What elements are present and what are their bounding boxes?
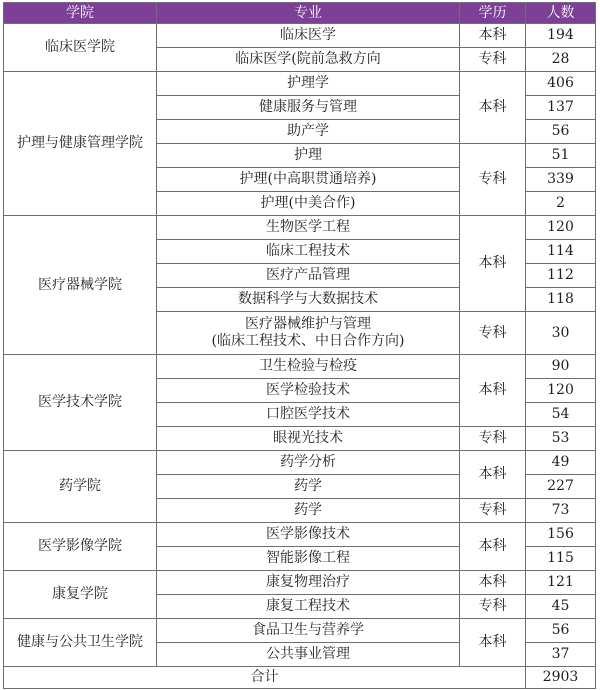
college-cell: 健康与公共卫生学院 <box>4 619 157 667</box>
enrollment-table <box>3 2 596 689</box>
table-row <box>4 523 596 547</box>
count-cell: 53 <box>526 427 596 451</box>
header-college: 学院 <box>4 3 157 24</box>
degree-cell: 本科 <box>460 571 526 595</box>
count-cell: 51 <box>526 144 596 168</box>
table-row <box>4 216 596 240</box>
major-cell: 助产学 <box>157 120 460 144</box>
count-cell: 339 <box>526 168 596 192</box>
count-cell: 49 <box>526 451 596 475</box>
total-label: 合计 <box>4 667 526 689</box>
degree-cell: 本科 <box>460 523 526 571</box>
degree-cell: 专科 <box>460 427 526 451</box>
college-cell: 医疗器械学院 <box>4 216 157 355</box>
degree-cell: 本科 <box>460 24 526 48</box>
table-row <box>4 619 596 643</box>
table-row <box>4 451 596 475</box>
major-cell: 临床工程技术 <box>157 240 460 264</box>
major-cell: 医疗产品管理 <box>157 264 460 288</box>
major-cell <box>157 312 460 355</box>
major-cell: 智能影像工程 <box>157 547 460 571</box>
degree-cell: 本科 <box>460 355 526 427</box>
count-cell: 37 <box>526 643 596 667</box>
degree-cell: 专科 <box>460 48 526 72</box>
college-cell: 临床医学院 <box>4 24 157 72</box>
college-cell: 医学影像学院 <box>4 523 157 571</box>
header-degree: 学历 <box>460 3 526 24</box>
major-cell: 卫生检验与检疫 <box>157 355 460 379</box>
count-cell: 114 <box>526 240 596 264</box>
degree-cell: 专科 <box>460 595 526 619</box>
table-row <box>4 571 596 595</box>
major-cell: 药学 <box>157 499 460 523</box>
count-cell: 406 <box>526 72 596 96</box>
major-cell: 公共事业管理 <box>157 643 460 667</box>
count-cell: 90 <box>526 355 596 379</box>
count-cell: 156 <box>526 523 596 547</box>
major-cell: 临床医学 <box>157 24 460 48</box>
major-cell: 口腔医学技术 <box>157 403 460 427</box>
college-cell: 药学院 <box>4 451 157 523</box>
major-cell: 数据科学与大数据技术 <box>157 288 460 312</box>
degree-cell: 专科 <box>460 499 526 523</box>
college-cell: 医学技术学院 <box>4 355 157 451</box>
count-cell: 118 <box>526 288 596 312</box>
count-cell: 54 <box>526 403 596 427</box>
count-cell: 28 <box>526 48 596 72</box>
header-count: 人数 <box>526 3 596 24</box>
table-row <box>4 24 596 48</box>
college-cell: 康复学院 <box>4 571 157 619</box>
degree-cell: 专科 <box>460 144 526 216</box>
header-major: 专业 <box>157 3 460 24</box>
degree-cell: 专科 <box>460 312 526 355</box>
major-cell: 医学检验技术 <box>157 379 460 403</box>
count-cell: 56 <box>526 619 596 643</box>
count-cell: 115 <box>526 547 596 571</box>
header-row <box>4 3 596 24</box>
degree-cell: 本科 <box>460 216 526 312</box>
major-cell: 食品卫生与营养学 <box>157 619 460 643</box>
major-line: 医疗器械维护与管理 <box>245 316 371 332</box>
table-row <box>4 72 596 96</box>
count-cell: 121 <box>526 571 596 595</box>
major-line: (临床工程技术、中日合作方向) <box>211 333 405 349</box>
major-cell: 康复工程技术 <box>157 595 460 619</box>
count-cell: 227 <box>526 475 596 499</box>
major-cell: 康复物理治疗 <box>157 571 460 595</box>
degree-cell: 本科 <box>460 619 526 667</box>
major-cell: 护理学 <box>157 72 460 96</box>
count-cell: 120 <box>526 216 596 240</box>
count-cell: 73 <box>526 499 596 523</box>
table-row <box>4 355 596 379</box>
major-cell: 医学影像技术 <box>157 523 460 547</box>
count-cell: 30 <box>526 312 596 355</box>
major-cell: 护理 <box>157 144 460 168</box>
count-cell: 120 <box>526 379 596 403</box>
count-cell: 137 <box>526 96 596 120</box>
major-cell: 生物医学工程 <box>157 216 460 240</box>
major-cell: 眼视光技术 <box>157 427 460 451</box>
major-cell: 临床医学(院前急救方向 <box>157 48 460 72</box>
major-cell: 健康服务与管理 <box>157 96 460 120</box>
total-row <box>4 667 596 689</box>
count-cell: 194 <box>526 24 596 48</box>
major-cell: 护理(中美合作) <box>157 192 460 216</box>
count-cell: 2 <box>526 192 596 216</box>
count-cell: 56 <box>526 120 596 144</box>
major-cell: 护理(中高职贯通培养) <box>157 168 460 192</box>
degree-cell: 本科 <box>460 72 526 144</box>
major-cell: 药学 <box>157 475 460 499</box>
count-cell: 45 <box>526 595 596 619</box>
degree-cell: 本科 <box>460 451 526 499</box>
total-count: 2903 <box>526 667 596 689</box>
college-cell: 护理与健康管理学院 <box>4 72 157 216</box>
major-cell: 药学分析 <box>157 451 460 475</box>
count-cell: 112 <box>526 264 596 288</box>
